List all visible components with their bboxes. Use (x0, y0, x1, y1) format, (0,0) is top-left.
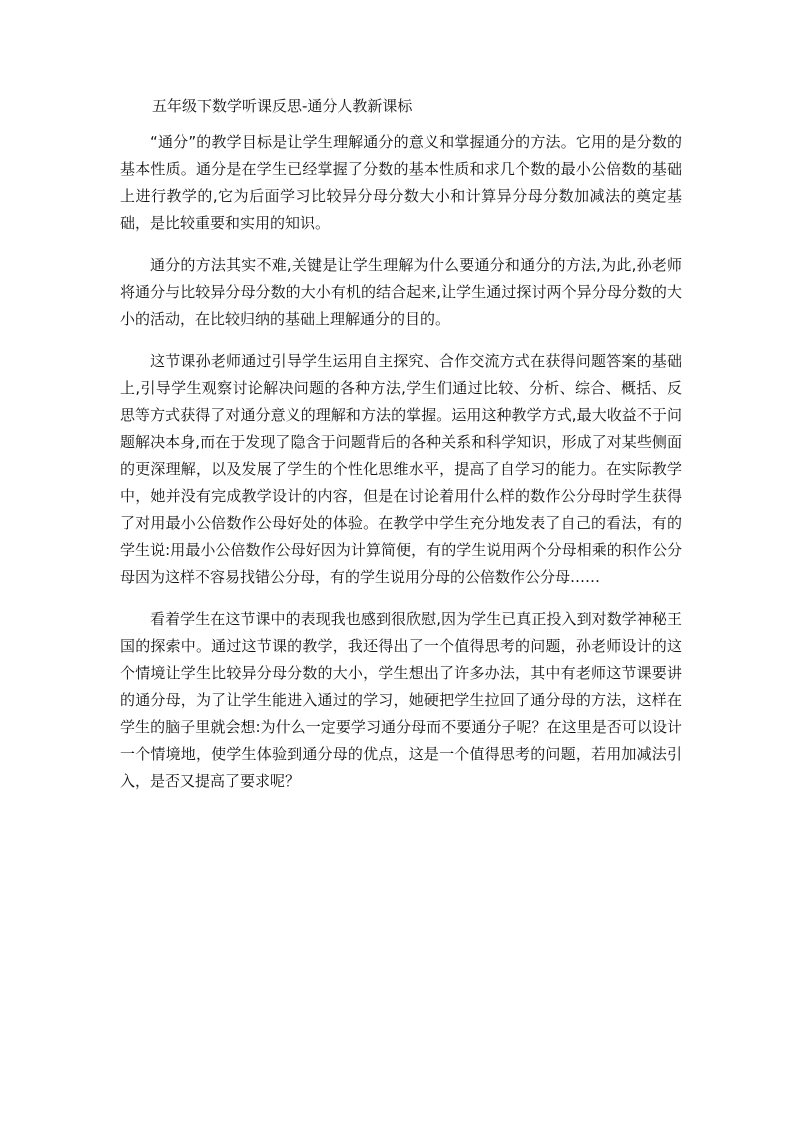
document-title: 五年级下数学听课反思-通分人教新课标 (152, 97, 413, 115)
paragraph-4: 看着学生在这节课中的表现我也感到很欣慰,因为学生已真正投入到对数学神秘王国的探索中。通过这节课的教学，我还得出了一个值得思考的问题，孙老师设计的这个情境让学生比较异分母分数的大小，学生想出了许多办法，其中有老师这节课要讲的通分母，为了让学生能进入通过的学习，她硬把学生拉回了通分母的方法，这样在学生的脑子里就会想:为什么一定要学习通分母而不要通分子呢？在这里是否可以设计一个情境地，使学生体验到通分母的优点，这是一个值得思考的问题，若用加减法引入，是否又提高了要求呢？ (120, 610, 682, 790)
paragraph-3: 这节课孙老师通过引导学生运用自主探究、合作交流方式在获得问题答案的基础上,引导学生观察讨论解决问题的各种方法,学生们通过比较、分析、综合、概括、反思等方式获得了对通分意义的理解和方法的掌握。运用这种教学方式,最大收益不于问题解决本身,而在于发现了隐含于问题背后的各种关系和科学知识，形成了对某些侧面的更深理解，以及发展了学生的个性化思维水平，提高了自学习的能力。在实际教学中，她并没有完成教学设计的内容，但是在讨论着用什么样的数作公分母时学生获得了对用最小公倍数作公母好处的体验。在教学中学生充分地发表了自己的看法，有的学生说:用最小公倍数作公母好因为计算简便，有的学生说用两个分母相乘的积作公分母因为这样不容易找错公分母，有的学生说用分母的公倍数作公分母…… (120, 352, 682, 586)
paragraph-1: “通分”的教学目标是让学生理解通分的意义和掌握通分的方法。它用的是分数的基本性质。通分是在学生已经掌握了分数的基本性质和求几个数的最小公倍数的基础上进行教学的,它为后面学习比较异分母分数大小和计算异分母分数加减法的奠定基础，是比较重要和实用的知识。 (120, 133, 682, 232)
paragraph-2: 通分的方法其实不难,关键是让学生理解为什么要通分和通分的方法,为此,孙老师将通分与比较异分母分数的大小有机的结合起来,让学生通过探讨两个异分母分数的大小的活动，在比较归纳的基础上理解通分的目的。 (120, 256, 682, 328)
document-page (120, 93, 682, 810)
